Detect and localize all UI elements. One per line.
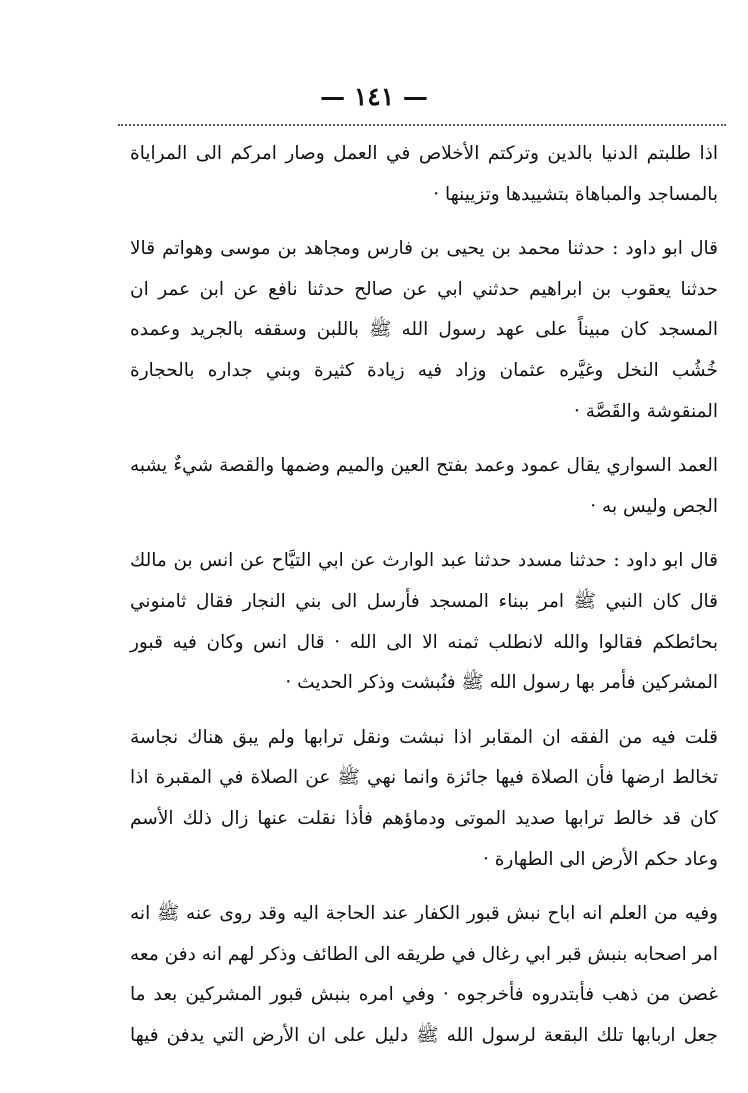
page-number: — ١٤١ — [320,82,428,111]
header-divider [118,124,726,126]
paragraph: قلت فيه من الفقه ان المقابر اذا نبشت ونقل ترابها ولم يبق هناك نجاسة تخالط ارضها فأن الصلاة فيها جائزة وانما نهي ﷺ عن الصلاة في المقبرة اذا كان قد خالط ترابها صديد الموتى ودماؤهم فأذا نقلت عنها زال ذلك الأسم وعاد حكم الأرض الى الطهارة · [130,726,718,870]
paragraph: وفيه من العلم انه اباح نبش قبور الكفار عند الحاجة اليه وقد روى عنه ﷺ انه امر اصحابه بنبش قبر ابي رغال في طريقه الى الطائف وذكر لهم انه دفن معه غصن من ذهب فأبتدروه فأخرجوه · وفي امره بنبش قبور المشركين بعد ما جعل اربابها تلك البقعة لرسول الله ﷺ دليل على ان الأرض التي يدفن فيها [130,903,718,1046]
paragraph: اذا طلبتم الدنيا بالدين وتركتم الأخلاص في العمل وصار امركم الى المراياة بالمساجد والمباهاة بتشييدها وتزيينها · [130,143,718,205]
paragraph: العمد السواري يقال عمود وعمد بفتح العين والميم وضمها والقصة شيءٌ يشبه الجص وليس به · [130,455,718,517]
page-body [130,134,718,1070]
paragraph: قال ابو داود : حدثنا محمد بن يحيى بن فارس ومجاهد بن موسى وهواتم قالا حدثنا يعقوب بن ابراهيم حدثني ابي عن صالح حدثنا نافع عن ابن عمر ان المسجد كان مبيناً على عهد رسول الله ﷺ باللبن وسقفه بالجريد وعمده خُشُب النخل وغيَّره عثمان وزاد فيه زيادة كثيرة وبني جداره بالحجارة المنقوشة والقَصَّة · [130,238,718,422]
paragraph: قال ابو داود : حدثنا مسدد حدثنا عبد الوارث عن ابي التيَّاح عن انس بن مالك قال كان النبي ﷺ امر ببناء المسجد فأرسل الى بني النجار فقال ثامنوني بحائطكم فقالوا والله لانطلب ثمنه الا الى الله · قال انس وكان فيه قبور المشركين فأمر بها رسول الله ﷺ فنُبشت وذكر الحديث · [130,550,718,694]
